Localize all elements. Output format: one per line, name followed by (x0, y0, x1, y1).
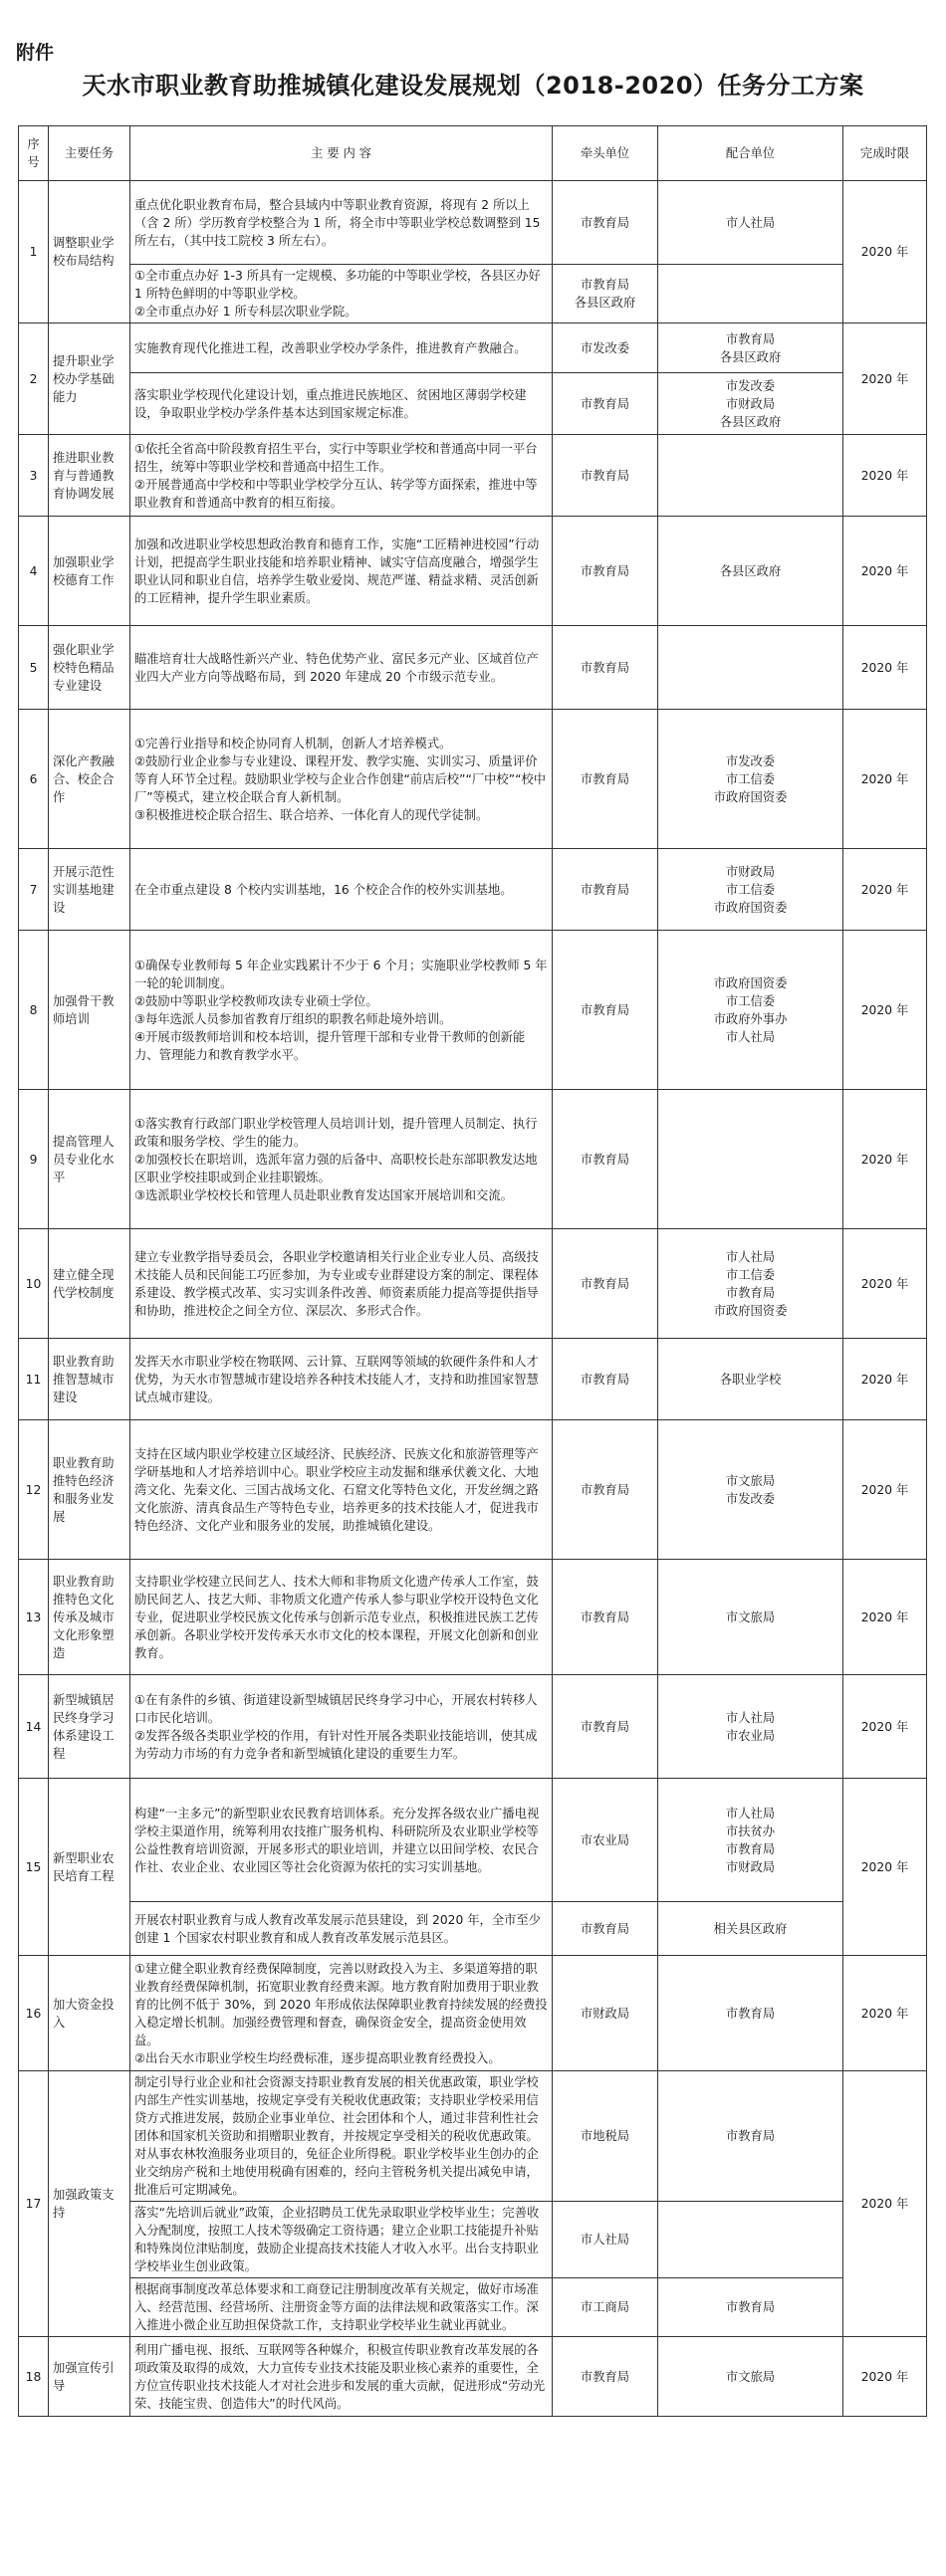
cooperating-unit-name: 各职业学校 (719, 1372, 782, 1387)
lead-unit-name: 市教育局 (580, 396, 630, 411)
cooperating-unit-name: 市人社局 (725, 1806, 776, 1821)
cooperating-unit-name: 市工信委 (725, 993, 776, 1008)
content-line: 实施教育现代化推进工程，改善职业学校办学条件，推进教育产教融合。 (134, 340, 527, 355)
lead-unit (553, 323, 658, 373)
table-row (19, 1956, 927, 2071)
completion-time: 2020 年 (843, 1339, 927, 1420)
task-content (130, 1339, 553, 1420)
completion-time: 2020 年 (843, 1420, 927, 1560)
cooperating-units (658, 2071, 843, 2202)
table-row (19, 2278, 927, 2337)
content-line: 落实“先培训后就业”政策，企业招聘员工优先录取职业学校毕业生；完善收入分配制度，按照工人技术等级确定工资待遇；建立企业职工技能提升补贴和特殊岗位津贴制度，鼓励企业提高技术技能人才收入水平。出台支持职业学校毕业生创业政策。 (134, 2206, 540, 2273)
task-content (130, 2202, 553, 2278)
cooperating-unit-name: 市发改委 (725, 378, 776, 393)
task-content (130, 1090, 553, 1229)
table-header-row (19, 126, 927, 181)
completion-time: 2020 年 (843, 517, 927, 626)
row-number: 14 (19, 1675, 49, 1779)
content-line: 构建“一主多元”的新型职业农民教育培训体系。充分发挥各级农业广播电视学校主渠道作用，统筹利用农技推广服务机构、科研院所及农业职业学校等公益性教育培训资源，开展多形式的职业培训，并建立以田间学校、农民合作社、农业企业、农业园区等社会化资源为依托的实习实训基地。 (134, 1806, 540, 1874)
cooperating-unit-name: 市工信委 (725, 882, 776, 897)
content-line: ②发挥各级各类职业学校的作用，有针对性开展各类职业技能培训，使其成为劳动力市场的有力竞争者和新型城镇化建设的重要生力军。 (134, 1728, 538, 1761)
cooperating-unit-name: 市教育局 (725, 1841, 776, 1856)
lead-unit (553, 517, 658, 626)
task-content (130, 1902, 553, 1956)
main-task: 职业教育助推特色经济和服务业发展 (49, 1420, 130, 1560)
cooperating-unit-name: 市工信委 (725, 1267, 776, 1282)
table-row (19, 626, 927, 710)
cooperating-unit-name: 市政府国资委 (713, 1303, 788, 1318)
row-number: 7 (19, 849, 49, 931)
cooperating-units (658, 1779, 843, 1902)
lead-unit-name: 市工商局 (580, 2300, 630, 2314)
cooperating-unit-name: 市农业局 (725, 1728, 776, 1743)
main-task: 加强政策支持 (49, 2071, 130, 2337)
cooperating-unit-name: 市人社局 (725, 1029, 776, 1044)
completion-time: 2020 年 (843, 849, 927, 931)
task-content (130, 265, 553, 323)
table-row (19, 373, 927, 435)
cooperating-unit-name: 相关县区政府 (713, 1921, 788, 1936)
lead-unit-name: 市人社局 (580, 2233, 630, 2247)
lead-unit (553, 1902, 658, 1956)
lead-unit (553, 1339, 658, 1420)
lead-unit-name: 市教育局 (580, 215, 630, 230)
content-line: ②鼓励中等职业学校教师攻读专业硕士学位。 (134, 993, 378, 1008)
lead-unit-name: 市教育局 (580, 1372, 630, 1387)
lead-unit-name: 市教育局 (580, 882, 630, 897)
main-task: 提升职业学校办学基础能力 (49, 323, 130, 435)
cooperating-unit-name: 市发改委 (725, 753, 776, 768)
cooperating-units (658, 1902, 843, 1956)
lead-unit-name: 市教育局 (580, 1276, 630, 1291)
lead-unit-name: 市教育局 (580, 1921, 630, 1936)
row-number: 10 (19, 1229, 49, 1339)
completion-time: 2020 年 (843, 931, 927, 1090)
cooperating-unit-name: 市人社局 (725, 1249, 776, 1264)
task-content (130, 1956, 553, 2071)
cooperating-unit-name: 市文旅局 (725, 2369, 776, 2384)
cooperating-units (658, 265, 843, 323)
cooperating-units (658, 1339, 843, 1420)
cooperating-unit-name: 市教育局 (725, 2006, 776, 2021)
cooperating-units (658, 373, 843, 435)
content-line: ④开展市级教师培训和校本培训，提升管理干部和专业骨干教师的创新能力、管理能力和教育教学水平。 (134, 1029, 526, 1062)
table-row (19, 1675, 927, 1779)
completion-time: 2020 年 (843, 181, 927, 323)
lead-unit-name: 市教育局 (580, 278, 630, 292)
cooperating-unit-name: 市政府国资委 (713, 789, 788, 804)
lead-unit (553, 1956, 658, 2071)
lead-unit-name: 市教育局 (580, 1610, 630, 1624)
header-no: 序号 (19, 126, 49, 181)
table-row (19, 1090, 927, 1229)
content-line: 加强和改进职业学校思想政治教育和德育工作，实施“工匠精神进校园”行动计划，把提高学生职业技能和培养职业精神、诚实守信高度融合，增强学生职业认同和职业自信，培养学生敬业爱岗、规范严谨、精益求精、灵活创新的工匠精神，提升学生职业素质。 (134, 537, 540, 605)
cooperating-units (658, 626, 843, 710)
main-task: 加强职业学校德育工作 (49, 517, 130, 626)
completion-time: 2020 年 (843, 1956, 927, 2071)
cooperating-units (658, 931, 843, 1090)
cooperating-unit-name: 市工信委 (725, 771, 776, 786)
lead-unit (553, 1675, 658, 1779)
task-content (130, 2071, 553, 2202)
row-number: 13 (19, 1560, 49, 1675)
cooperating-unit-name: 各县区政府 (719, 563, 782, 578)
table-row (19, 2202, 927, 2278)
lead-unit (553, 265, 658, 323)
cooperating-unit-name: 市财政局 (725, 1859, 776, 1874)
main-task: 开展示范性实训基地建设 (49, 849, 130, 931)
table-row (19, 265, 927, 323)
header-task: 主要任务 (49, 126, 130, 181)
lead-unit-name: 市教育局 (580, 660, 630, 675)
cooperating-units (658, 2278, 843, 2337)
lead-unit-name: 市教育局 (580, 1719, 630, 1734)
task-content (130, 931, 553, 1090)
lead-unit (553, 626, 658, 710)
content-line: ②鼓励行业企业参与专业建设、课程开发、教学实施、实训实习、质量评价等育人环节全过程。鼓励职业学校与企业合作创建“前店后校”“厂中校”“校中厂”等模式，建立校企联合育人新机制。 (134, 753, 547, 804)
completion-time: 2020 年 (843, 2071, 927, 2337)
lead-unit-name: 市教育局 (580, 1002, 630, 1017)
task-content (130, 1420, 553, 1560)
task-table (18, 125, 927, 2417)
table-row (19, 710, 927, 849)
task-content (130, 1779, 553, 1902)
table-row (19, 2337, 927, 2417)
cooperating-unit-name: 市教育局 (725, 2129, 776, 2143)
row-number: 16 (19, 1956, 49, 2071)
table-row (19, 1902, 927, 1956)
content-line: ②开展普通高中学校和中等职业学校学分互认、转学等方面探索，推进中等职业教育和普通高中教育的相互衔接。 (134, 477, 538, 510)
lead-unit-name: 市教育局 (580, 563, 630, 578)
lead-unit-name: 市教育局 (580, 468, 630, 483)
header-content: 主 要 内 容 (130, 126, 553, 181)
table-row (19, 2071, 927, 2202)
cooperating-unit-name: 市教育局 (725, 1285, 776, 1300)
table-row (19, 1229, 927, 1339)
lead-unit-name: 市教育局 (580, 1482, 630, 1497)
content-line: 利用广播电视、报纸、互联网等各种媒介，积极宣传职业教育改革发展的各项政策及取得的成效，大力宣传专业技术技能及职业核心素养的重要性，全方位宣传职业技术技能人才对社会进步和发展的重大贡献，促进形成“劳动光荣、技能宝贵、创造伟大”的时代风尚。 (134, 2342, 546, 2411)
content-line: ②加强校长在职培训，选派年富力强的后备中、高职校长赴东部职教发达地区职业学校挂职或到企业挂职锻炼。 (134, 1152, 538, 1184)
main-task: 加大资金投入 (49, 1956, 130, 2071)
lead-unit (553, 2337, 658, 2417)
lead-unit-name: 市地税局 (580, 2129, 630, 2143)
table-row (19, 849, 927, 931)
content-line: 落实职业学校现代化建设计划，重点推进民族地区、贫困地区薄弱学校建设，争取职业学校办学条件基本达到国家规定标准。 (134, 387, 527, 420)
main-task: 新型城镇居民终身学习体系建设工程 (49, 1675, 130, 1779)
cooperating-units (658, 1420, 843, 1560)
cooperating-units (658, 849, 843, 931)
table-row (19, 1560, 927, 1675)
task-content (130, 1229, 553, 1339)
lead-unit (553, 2071, 658, 2202)
cooperating-units (658, 1090, 843, 1229)
content-line: ③积极推进校企联合招生、联合培养、一体化育人的现代学徒制。 (134, 807, 489, 822)
lead-unit-name: 市发改委 (580, 340, 630, 355)
lead-unit (553, 181, 658, 265)
completion-time: 2020 年 (843, 710, 927, 849)
lead-unit-name: 市财政局 (580, 2006, 630, 2021)
lead-unit (553, 710, 658, 849)
document-title: 天水市职业教育助推城镇化建设发展规划（2018-2020）任务分工方案 (82, 72, 864, 100)
cooperating-units (658, 1956, 843, 2071)
main-task: 职业教育助推特色文化传承及城市文化形象塑造 (49, 1560, 130, 1675)
completion-time: 2020 年 (843, 1090, 927, 1229)
content-line: 发挥天水市职业学校在物联网、云计算、互联网等领域的软硬件条件和人才优势，为天水市智慧城市建设培养各种技术技能人才，支持和助推国家智慧试点城市建设。 (134, 1354, 539, 1404)
completion-time: 2020 年 (843, 1675, 927, 1779)
content-line: 在全市重点建设 8 个校内实训基地，16 个校企合作的校外实训基地。 (134, 882, 513, 897)
table-row (19, 181, 927, 265)
content-line: ③每年选派人员参加省教育厅组织的职教名师赴境外培训。 (134, 1011, 452, 1026)
task-content (130, 323, 553, 373)
row-number: 4 (19, 517, 49, 626)
task-content (130, 626, 553, 710)
lead-unit (553, 1090, 658, 1229)
content-line: 建立专业教学指导委员会，各职业学校邀请相关行业企业专业人员、高级技术技能人员和民间能工巧匠参加，为专业或专业群建设方案的制定、课程体系建设、教学模式改革、实习实训条件改善、师资素质能力提高等提供指导和协助，推进校企之间全方位、深层次、多形式合作。 (134, 1249, 539, 1318)
cooperating-units (658, 1229, 843, 1339)
lead-unit (553, 2278, 658, 2337)
content-line: ②出台天水市职业学校生均经费标准，逐步提高职业教育经费投入。 (134, 2050, 501, 2065)
completion-time: 2020 年 (843, 1560, 927, 1675)
cooperating-unit-name: 市发改委 (725, 1491, 776, 1506)
cooperating-unit-name: 市财政局 (725, 396, 776, 411)
task-content (130, 849, 553, 931)
main-task: 调整职业学校布局结构 (49, 181, 130, 323)
task-content (130, 710, 553, 849)
main-task: 深化产教融合、校企合作 (49, 710, 130, 849)
task-content (130, 373, 553, 435)
main-task: 推进职业教育与普通教育协调发展 (49, 435, 130, 517)
content-line: 瞄准培育壮大战略性新兴产业、特色优势产业、富民多元产业、区域首位产业四大产业方向等战略布局，到 2020 年建成 20 个市级示范专业。 (134, 651, 539, 684)
main-task: 新型职业农民培育工程 (49, 1779, 130, 1956)
cooperating-units (658, 181, 843, 265)
cooperating-unit-name: 市扶贫办 (725, 1824, 776, 1838)
task-content (130, 517, 553, 626)
task-content (130, 181, 553, 265)
content-line: ①落实教育行政部门职业学校管理人员培训计划，提升管理人员制定、执行政策和服务学校、学生的能力。 (134, 1116, 538, 1149)
table-row (19, 1339, 927, 1420)
cooperating-units (658, 435, 843, 517)
row-number: 1 (19, 181, 49, 323)
table-row (19, 931, 927, 1090)
cooperating-unit-name: 市文旅局 (725, 1610, 776, 1624)
task-content (130, 1675, 553, 1779)
row-number: 8 (19, 931, 49, 1090)
main-task: 建立健全现代学校制度 (49, 1229, 130, 1339)
table-row (19, 517, 927, 626)
cooperating-unit-name: 市文旅局 (725, 1473, 776, 1488)
task-content (130, 1560, 553, 1675)
cooperating-unit-name: 各县区政府 (719, 349, 782, 364)
content-line: 支持在区域内职业学校建立区域经济、民族经济、民族文化和旅游管理等产学研基地和人才培养培训中心。职业学校应主动发掘和继承伏羲文化、大地湾文化、先秦文化、三国古战场文化、石窟文化等特色文化，开发丝绸之路文化旅游、清真食品生产等特色专业，培养更多的技术技能人才，促进我市特色经济、文化产业和服务业的发展，助推城镇化建设。 (134, 1446, 539, 1533)
table-row (19, 435, 927, 517)
lead-unit-name: 市教育局 (580, 771, 630, 786)
table-row (19, 1420, 927, 1560)
main-task: 加强骨干教师培训 (49, 931, 130, 1090)
cooperating-units (658, 517, 843, 626)
content-line: 支持职业学校建立民间艺人、技术大师和非物质文化遗产传承人工作室，鼓励民间艺人、技艺大师、非物质文化遗产传承人参与职业学校开设特色文化专业，促进职业学校民族文化传承与创新示范专业点，积极推进民族工艺传承创新。各职业学校开发传承天水市文化的校本课程，开展文化创新和创业教育。 (134, 1574, 539, 1660)
cooperating-units (658, 2202, 843, 2278)
lead-unit-name: 市教育局 (580, 2369, 630, 2384)
lead-unit (553, 931, 658, 1090)
lead-unit-name: 市教育局 (580, 1152, 630, 1167)
completion-time: 2020 年 (843, 2337, 927, 2417)
lead-unit-name: 各县区政府 (574, 296, 636, 310)
row-number: 15 (19, 1779, 49, 1956)
content-line: ①完善行业指导和校企协同育人机制，创新人才培养模式。 (134, 736, 452, 751)
completion-time: 2020 年 (843, 1779, 927, 1956)
row-number: 17 (19, 2071, 49, 2337)
content-line: ①全市重点办好 1-3 所具有一定规模、多功能的中等职业学校，各县区办好 1 所特色鲜明的中等职业学校。 (134, 269, 541, 301)
cooperating-unit-name: 市人社局 (725, 215, 776, 230)
table-body (19, 181, 927, 2417)
lead-unit (553, 2202, 658, 2278)
cooperating-units (658, 1675, 843, 1779)
content-line: 制定引导行业企业和社会资源支持职业教育发展的相关优惠政策，职业学校内部生产性实训基地，按规定享受有关税收优惠政策；支持职业学校采用信贷方式推进发展，鼓励企业事业单位、社会团体和个人，通过非营利性社会团体和国家机关资助和捐赠职业教育，并按规定享受相关的税收优惠政策。对从事农林牧渔服务业项目的，免征企业所得税。职业学校毕业生创办的企业交纳房产税和土地使用税确有困难的，经向主管税务机关提出减免申请，批准后可定期减免。 (134, 2075, 539, 2197)
cooperating-unit-name: 各县区政府 (719, 414, 782, 429)
header-lead: 牵头单位 (553, 126, 658, 181)
completion-time: 2020 年 (843, 435, 927, 517)
cooperating-units (658, 323, 843, 373)
row-number: 5 (19, 626, 49, 710)
cooperating-unit-name: 市政府国资委 (713, 975, 788, 990)
content-line: ①确保专业教师每 5 年企业实践累计不少于 6 个月；实施职业学校教师 5 年一轮的轮训制度。 (134, 958, 548, 990)
row-number: 18 (19, 2337, 49, 2417)
row-number: 2 (19, 323, 49, 435)
row-number: 3 (19, 435, 49, 517)
cooperating-unit-name: 市财政局 (725, 864, 776, 879)
table-row (19, 1779, 927, 1902)
content-line: ①依托全省高中阶段教育招生平台，实行中等职业学校和普通高中同一平台招生，统筹中等职业学校和普通高中招生工作。 (134, 441, 538, 474)
cooperating-unit-name: 市政府外事办 (713, 1011, 788, 1026)
row-number: 6 (19, 710, 49, 849)
cooperating-unit-name: 市教育局 (725, 2300, 776, 2314)
lead-unit (553, 849, 658, 931)
lead-unit-name: 市农业局 (580, 1832, 630, 1847)
task-content (130, 2337, 553, 2417)
content-line: 开展农村职业教育与成人教育改革发展示范县建设，到 2020 年，全市至少创建 1 个国家农村职业教育和成人教育改革发展示范县区。 (134, 1912, 542, 1945)
cooperating-unit-name: 市教育局 (725, 331, 776, 346)
lead-unit (553, 1779, 658, 1902)
completion-time: 2020 年 (843, 1229, 927, 1339)
header-coop: 配合单位 (658, 126, 843, 181)
main-task: 强化职业学校特色精品专业建设 (49, 626, 130, 710)
row-number: 9 (19, 1090, 49, 1229)
content-line: ③选派职业学校校长和管理人员赴职业教育发达国家开展培训和交流。 (134, 1187, 513, 1202)
main-task: 加强宣传引导 (49, 2337, 130, 2417)
attachment-label: 附件 (16, 42, 55, 64)
main-task: 职业教育助推智慧城市建设 (49, 1339, 130, 1420)
completion-time: 2020 年 (843, 323, 927, 435)
task-content (130, 435, 553, 517)
cooperating-units (658, 1560, 843, 1675)
content-line: ①在有条件的乡镇、街道建设新型城镇居民终身学习中心，开展农村转移人口市民化培训。 (134, 1692, 538, 1725)
cooperating-units (658, 710, 843, 849)
content-line: ②全市重点办好 1 所专科层次职业学院。 (134, 305, 357, 319)
lead-unit (553, 373, 658, 435)
cooperating-unit-name: 市政府国资委 (713, 900, 788, 915)
content-line: 根据商事制度改革总体要求和工商登记注册制度改革有关规定，做好市场准入、经营范围、经营场所、注册资金等方面的法律法规和政策落实工作。深入推进小微企业互助担保贷款工作，支持职业学校毕业生就业再就业。 (134, 2282, 539, 2332)
lead-unit (553, 1560, 658, 1675)
cooperating-units (658, 2337, 843, 2417)
row-number: 11 (19, 1339, 49, 1420)
cooperating-unit-name: 市人社局 (725, 1710, 776, 1725)
lead-unit (553, 1420, 658, 1560)
content-line: ①建立健全职业教育经费保障制度，完善以财政投入为主、多渠道筹措的职业教育经费保障机制，拓宽职业教育经费来源。地方教育附加费用于职业教育的比例不低于 30%，到 2020 年形成依法保障职业教育持续发展的经费投入稳定增长机制。加强经费管理和督查，确保资金安全，提高资金使用效益。 (134, 1961, 548, 2047)
row-number: 12 (19, 1420, 49, 1560)
main-task: 提高管理人员专业化水平 (49, 1090, 130, 1229)
header-time: 完成时限 (843, 126, 927, 181)
table-row (19, 323, 927, 373)
lead-unit (553, 435, 658, 517)
completion-time: 2020 年 (843, 626, 927, 710)
content-line: 重点优化职业教育布局，整合县域内中等职业教育资源，将现有 2 所以上（含 2 所）学历教育学校整合为 1 所，将全市中等职业学校总数调整到 15 所左右，（其中技工院校 3 所左右）。 (134, 197, 541, 248)
lead-unit (553, 1229, 658, 1339)
task-content (130, 2278, 553, 2337)
